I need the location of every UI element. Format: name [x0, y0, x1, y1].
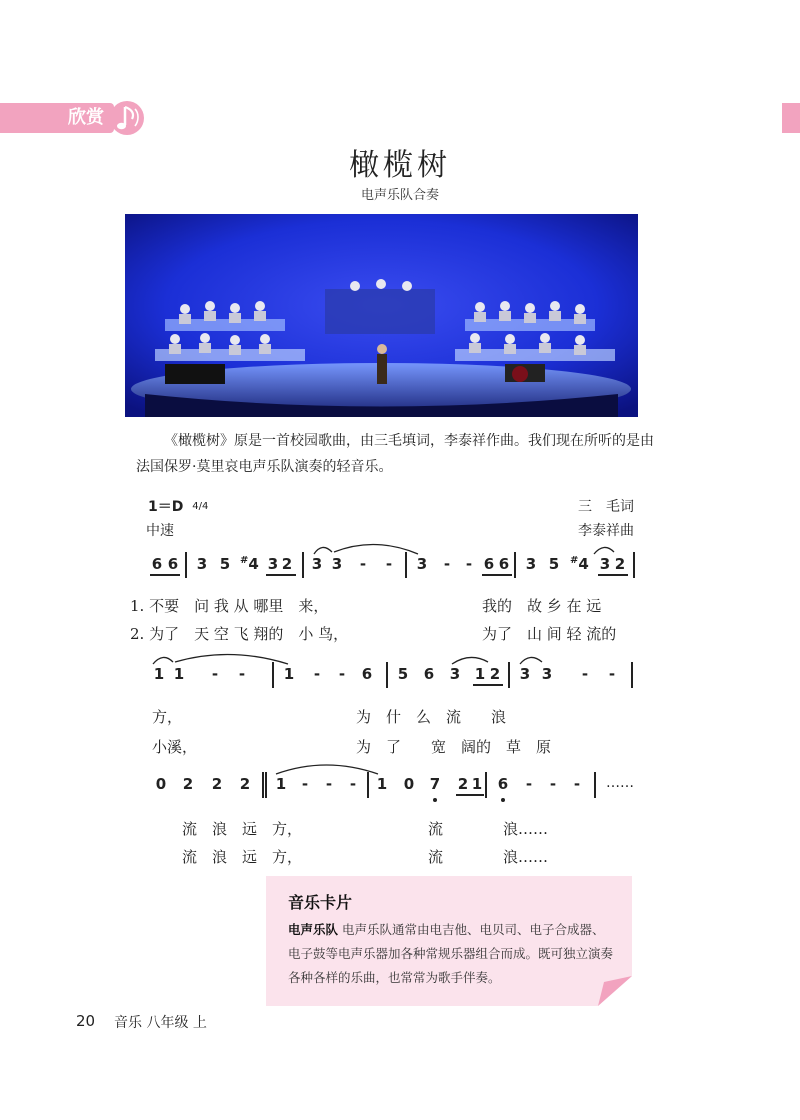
note-underline: [473, 684, 503, 686]
time-signature: 4/4: [192, 501, 209, 512]
note: 3: [311, 555, 323, 573]
lyricist-credit: 三 毛词: [578, 499, 634, 515]
barline: [265, 772, 267, 798]
note: 5: [219, 555, 231, 573]
barline: [485, 772, 487, 798]
note: 1: [173, 665, 185, 683]
note: 1: [275, 775, 287, 793]
note: -: [211, 665, 219, 683]
note: 3: [519, 665, 531, 683]
note: -: [443, 555, 451, 573]
note: -: [525, 775, 533, 793]
note: 5: [548, 555, 560, 573]
note: 7: [429, 775, 441, 793]
note: 2: [489, 665, 501, 683]
note: -: [573, 775, 581, 793]
music-note-icon: [108, 99, 146, 137]
note: -: [349, 775, 357, 793]
barline: [631, 662, 633, 688]
note: 2: [457, 775, 469, 793]
note: 1: [153, 665, 165, 683]
note: 2: [211, 775, 223, 793]
note: -: [549, 775, 557, 793]
note: 3: [331, 555, 343, 573]
tie-arc: [145, 650, 295, 666]
page-edge-tab: [782, 103, 800, 133]
continuation-ellipsis: ……: [606, 775, 634, 791]
note: 1: [471, 775, 483, 793]
note-underline: [150, 574, 180, 576]
octave-dot: [433, 798, 437, 802]
note: 3: [449, 665, 461, 683]
lyric-line-2-verse-2b: 为 了 宽 阔的 草 原: [356, 738, 552, 756]
note: -: [338, 665, 346, 683]
lyric-line-1-verse-2: 2. 为了 天 空 飞 翔的 小 鸟，: [130, 625, 349, 643]
music-card-text: [288, 918, 614, 990]
note: 2: [239, 775, 251, 793]
book-title: 音乐 八年级 上: [114, 1015, 207, 1031]
music-card-title: 音乐卡片: [288, 893, 353, 912]
note: 1: [376, 775, 388, 793]
composer-credit: 李泰祥曲: [578, 523, 634, 539]
lyric-line-1-verse-2b: 为了 山 间 轻 流的: [482, 625, 617, 643]
score-key: [148, 496, 208, 516]
page-title: 橄榄树: [349, 148, 451, 183]
note: 6: [483, 555, 495, 573]
note: 1: [283, 665, 295, 683]
note: -: [385, 555, 393, 573]
note: 6: [167, 555, 179, 573]
note: 5: [397, 665, 409, 683]
note: 3: [599, 555, 611, 573]
note: #4: [570, 555, 589, 573]
note: -: [581, 665, 589, 683]
note: 3: [541, 665, 553, 683]
page-number: 20: [76, 1012, 96, 1030]
lyric-line-2-verse-1a: 方，: [152, 708, 183, 726]
barline: [386, 662, 388, 688]
octave-dot: [501, 798, 505, 802]
note-underline: [598, 574, 628, 576]
note-underline: [266, 574, 296, 576]
page-subtitle: 电声乐队合奏: [360, 188, 439, 203]
note: 2: [182, 775, 194, 793]
note: 6: [423, 665, 435, 683]
note: 1: [474, 665, 486, 683]
lyric-line-3-verse-2a: 流 浪 远 方，: [182, 848, 303, 866]
lyric-line-1-verse-1: 1. 不要 问 我 从 哪里 来，: [130, 597, 329, 615]
note: 6: [361, 665, 373, 683]
barline: [185, 552, 187, 578]
note-underline: [482, 574, 512, 576]
note: -: [325, 775, 333, 793]
note: #4: [240, 555, 259, 573]
note: 6: [497, 775, 509, 793]
barline: [262, 772, 264, 798]
tie-arc: [268, 760, 388, 776]
tie-arc: [590, 540, 630, 556]
note: -: [359, 555, 367, 573]
note: 6: [498, 555, 510, 573]
lyric-line-2-verse-2a: 小溪，: [152, 738, 198, 756]
note: -: [301, 775, 309, 793]
lyric-line-1-verse-1b: 我的 故 乡 在 远: [482, 597, 602, 615]
tie-arc: [440, 650, 560, 666]
note: -: [313, 665, 321, 683]
lyric-line-3-verse-2b: 流 浪……: [428, 848, 549, 866]
orchestra-photo: [125, 214, 638, 417]
note: 3: [416, 555, 428, 573]
note: 6: [151, 555, 163, 573]
note: 3: [525, 555, 537, 573]
note: 0: [155, 775, 167, 793]
key-signature: 1＝D: [148, 499, 184, 515]
tempo-marking: 中速: [146, 523, 174, 539]
lyric-line-2-verse-1b: 为 什 么 流 浪: [356, 708, 507, 726]
intro-paragraph: 《橄榄树》原是一首校园歌曲，由三毛填词，李泰祥作曲。我们现在所听的是由法国保罗·莫里哀电声乐队演奏的轻音乐。: [136, 433, 654, 475]
note-underline: [456, 794, 484, 796]
barline: [633, 552, 635, 578]
note: -: [608, 665, 616, 683]
barline: [594, 772, 596, 798]
lyric-line-3-verse-1b: 流 浪……: [428, 820, 549, 838]
note: -: [238, 665, 246, 683]
note: 0: [403, 775, 415, 793]
note: 3: [267, 555, 279, 573]
section-label: 欣赏: [58, 103, 114, 133]
music-card-term: 电声乐队: [288, 922, 339, 937]
note: 3: [196, 555, 208, 573]
section-tab-bar: [0, 103, 58, 133]
lyric-line-3-verse-1a: 流 浪 远 方，: [182, 820, 303, 838]
note: 2: [614, 555, 626, 573]
note: 2: [281, 555, 293, 573]
music-card-body: 电声乐队通常由电吉他、电贝司、电子合成器、电子鼓等电声乐器加各种常规乐器组合而成。既可独立演奏各种各样的乐曲，也常常为歌手伴奏。: [288, 922, 614, 985]
note: -: [465, 555, 473, 573]
barline: [514, 552, 516, 578]
tie-arc: [300, 540, 420, 556]
